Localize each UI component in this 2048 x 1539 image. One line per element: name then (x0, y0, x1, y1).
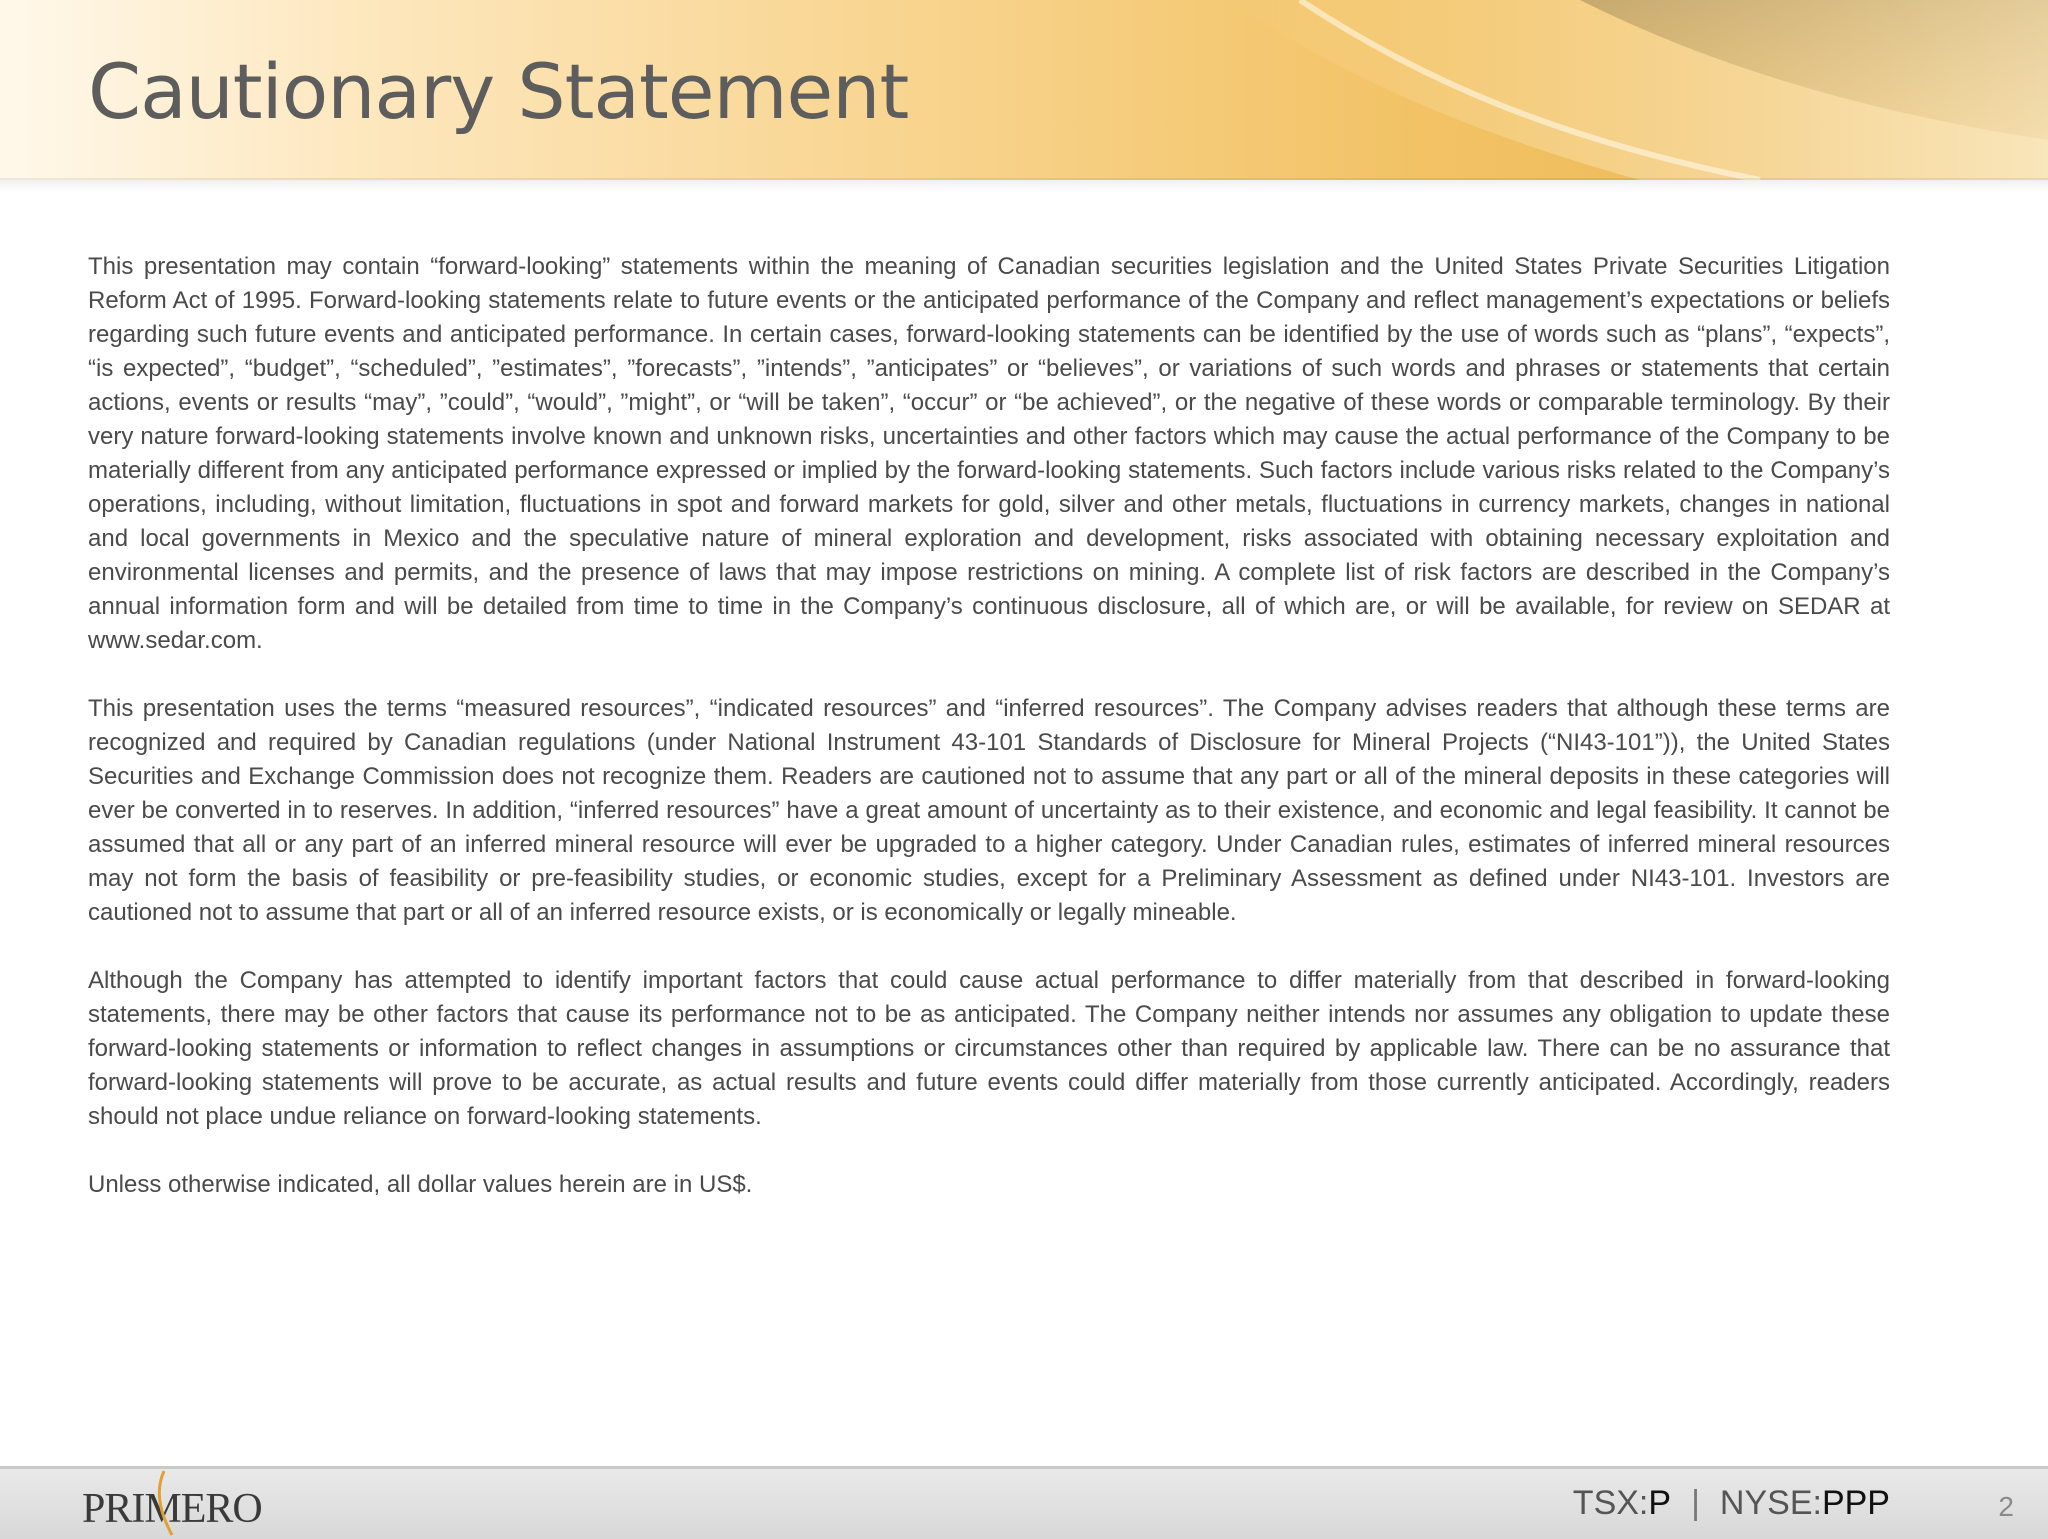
page-number: 2 (1998, 1491, 2014, 1522)
page-title: Cautionary Statement (88, 47, 909, 136)
nyse-label: NYSE: (1719, 1484, 1822, 1522)
paragraph-currency: Unless otherwise indicated, all dollar values herein are in US$. (88, 1171, 753, 1198)
banner-shadow (0, 178, 2048, 192)
primero-logo-swoosh-icon (142, 1469, 182, 1539)
title-banner (0, 0, 2048, 180)
logo-wordmark: PRIMERO (82, 1486, 262, 1532)
cautionary-text (88, 250, 1890, 1236)
paragraph-resources: This presentation uses the terms “measured resources”, “indicated resources” and “inferred resources”. The Company advises readers that although these terms are recognized and required by Canadian regulations (under National Instrument 43-101 Standards of Disclosure for Mineral Projects (“NI43-101”)), the United States Securities and Exchange Commission does not recognize them. Readers are cautioned not to assume that any part or all of the mineral deposits in these categories will ever be converted in to reserves. In addition, “inferred resources” have a great amount of uncertainty as to their existence, and economic and legal feasibility. It cannot be assumed that all or any part of an inferred mineral resource will ever be upgraded to a higher category. Under Canadian rules, estimates of inferred mineral resources may not form the basis of feasibility or pre-feasibility studies, or economic studies, except for a Preliminary Assessment as defined under NI43-101. Investors are cautioned not to assume that part or all of an inferred resource exists, or is economically or legally mineable. (88, 695, 1890, 926)
slide-footer (0, 1466, 2048, 1539)
ticker-separator: | (1691, 1484, 1700, 1522)
paragraph-no-obligation: Although the Company has attempted to identify important factors that could cause actual performance to differ materially from that described in forward-looking statements, there may be other factors that cause its performance not to be as anticipated. The Company neither intends nor assumes any obligation to update these forward-looking statements or information to reflect changes in assumptions or circumstances other than required by applicable law. There can be no assurance that forward-looking statements will prove to be accurate, as actual results and future events could differ materially from those currently anticipated. Accordingly, readers should not place undue reliance on forward-looking statements. (88, 967, 1890, 1130)
paragraph-forward-looking: This presentation may contain “forward-looking” statements within the meaning of Canadian securities legislation and the United States Private Securities Litigation Reform Act of 1995. Forward-looking statements relate to future events or the anticipated performance of the Company and reflect management’s expectations or beliefs regarding such future events and anticipated performance. In certain cases, forward-looking statements can be identified by the use of words such as “plans”, “expects”, “is expected”, “budget”, “scheduled”, ”estimates”, ”forecasts”, ”intends”, ”anticipates” or “believes”, or variations of such words and phrases or statements that certain actions, events or results “may”, ”could”, “would”, ”might”, or “will be taken”, “occur” or “be achieved”, or the negative of these words or comparable terminology. By their very nature forward-looking statements involve known and unknown risks, uncertainties and other factors which may cause the actual performance of the Company to be materially different from any anticipated performance expressed or implied by the forward-looking statements. Such factors include various risks related to the Company’s operations, including, without limitation, fluctuations in spot and forward markets for gold, silver and other metals, fluctuations in currency markets, changes in national and local governments in Mexico and the speculative nature of mineral exploration and development, risks associated with obtaining necessary exploitation and environmental licenses and permits, and the presence of laws that may impose restrictions on mining. A complete list of risk factors are described in the Company’s annual information form and will be detailed from time to time in the Company’s continuous disclosure, all of which are, or will be available, for review on SEDAR at www.sedar.com. (88, 253, 1890, 654)
primero-logo (82, 1479, 302, 1535)
stock-tickers (1573, 1481, 1890, 1525)
nyse-symbol: PPP (1821, 1484, 1890, 1522)
tsx-label: TSX: (1572, 1484, 1649, 1522)
tsx-symbol: P (1648, 1484, 1672, 1522)
